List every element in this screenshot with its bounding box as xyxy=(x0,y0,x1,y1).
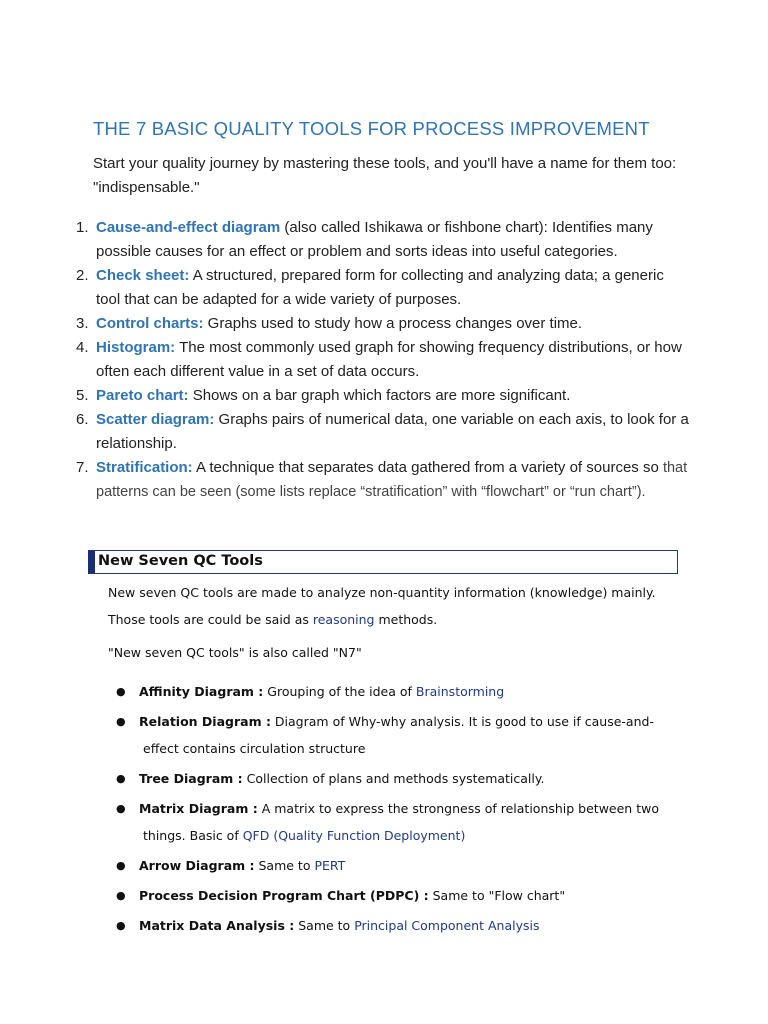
tool-text-continued xyxy=(139,822,678,849)
tool-description-note: that patterns can be seen (some lists replace “stratification” with “flowchart” or “run chart”). xyxy=(96,460,688,500)
bullet-icon: ● xyxy=(116,859,126,872)
tool-term: Histogram: xyxy=(96,339,176,356)
bullet-icon: ● xyxy=(116,919,126,932)
list-item xyxy=(70,408,690,456)
list-item xyxy=(108,795,678,849)
basic-tools-list xyxy=(70,216,690,504)
paragraph: "New seven QC tools" is also called "N7" xyxy=(108,645,362,660)
tool-description: A structured, prepared form for collecting and analyzing data; a generic tool that can be adapted for a wide variety of purposes. xyxy=(96,267,664,308)
section-title: New Seven QC Tools xyxy=(98,553,263,569)
tool-description: Graphs pairs of numerical data, one variable on each axis, to look for a relationship. xyxy=(96,411,689,452)
item-number: 1. xyxy=(76,219,89,236)
tool-text-continued: effect contains circulation structure xyxy=(143,741,366,756)
paragraph-text: Those tools are could be said as xyxy=(108,612,313,627)
list-item xyxy=(70,312,690,336)
tool-term: Scatter diagram: xyxy=(96,411,215,428)
pert-link[interactable]: PERT xyxy=(314,858,346,873)
tool-name: Relation Diagram : xyxy=(139,714,271,729)
tool-description: (also called Ishikawa or fishbone chart): Identifies many possible causes for an effect or problem and sorts ideas into useful categories. xyxy=(96,219,653,260)
tool-text: things. Basic of xyxy=(143,828,243,843)
section-header xyxy=(88,550,678,574)
tool-description: Graphs used to study how a process changes over time. xyxy=(203,315,583,332)
list-item xyxy=(108,708,678,762)
tool-term: Cause-and-effect diagram xyxy=(96,219,281,236)
item-number: 3. xyxy=(76,315,89,332)
item-number: 2. xyxy=(76,267,89,284)
item-number: 4. xyxy=(76,339,89,356)
list-item xyxy=(108,912,678,939)
tool-term: Control charts: xyxy=(96,315,204,332)
tool-text: Same to xyxy=(294,918,355,933)
tool-term: Check sheet: xyxy=(96,267,190,284)
intro-text: Start your quality journey by mastering these tools, and you'll have a name for them too: "indispensable." xyxy=(93,155,677,196)
tool-term: Stratification: xyxy=(96,459,193,476)
tool-name: Matrix Diagram : xyxy=(139,801,258,816)
paragraph xyxy=(108,606,678,633)
page-title: THE 7 BASIC QUALITY TOOLS FOR PROCESS IMPROVEMENT xyxy=(93,118,650,139)
tool-text: Collection of plans and methods systematically. xyxy=(242,771,545,786)
tool-name: Matrix Data Analysis : xyxy=(139,918,295,933)
list-item xyxy=(70,336,690,384)
tool-description: A technique that separates data gathered from a variety of sources so xyxy=(192,459,663,476)
qfd-link[interactable]: QFD (Quality Function Deployment) xyxy=(242,828,466,843)
tool-term: Pareto chart: xyxy=(96,387,189,404)
bullet-icon: ● xyxy=(116,685,126,698)
tool-name: Affinity Diagram : xyxy=(139,684,264,699)
item-number: 6. xyxy=(76,411,89,428)
tool-text: Grouping of the idea of xyxy=(263,684,416,699)
qc-section-body xyxy=(108,579,678,942)
brainstorming-link[interactable]: Brainstorming xyxy=(415,684,505,699)
tool-description: Shows on a bar graph which factors are more significant. xyxy=(188,387,571,404)
tool-text: Same to "Flow chart" xyxy=(428,888,566,903)
reasoning-link[interactable]: reasoning xyxy=(312,612,375,627)
list-item xyxy=(70,264,690,312)
tool-description: The most commonly used graph for showing frequency distributions, or how often each different value in a set of data occurs. xyxy=(96,339,682,380)
list-item xyxy=(108,882,678,909)
list-item xyxy=(108,852,678,879)
paragraph-text: methods. xyxy=(374,612,438,627)
list-item xyxy=(108,678,678,705)
n7-tools-list xyxy=(108,678,678,939)
tool-name: Tree Diagram : xyxy=(139,771,243,786)
list-item xyxy=(70,456,690,504)
bullet-icon: ● xyxy=(116,772,126,785)
tool-text: Diagram of Why-why analysis. It is good to use if cause-and- xyxy=(270,714,654,729)
item-number: 5. xyxy=(76,387,89,404)
pca-link[interactable]: Principal Component Analysis xyxy=(354,918,540,933)
bullet-icon: ● xyxy=(116,889,126,902)
bullet-icon: ● xyxy=(116,802,126,815)
bullet-icon: ● xyxy=(116,715,126,728)
tool-text: A matrix to express the strongness of relationship between two xyxy=(257,801,659,816)
paragraph: New seven QC tools are made to analyze non-quantity information (knowledge) mainly. xyxy=(108,585,656,600)
list-item xyxy=(70,216,690,264)
tool-name: Process Decision Program Chart (PDPC) : xyxy=(139,888,429,903)
tool-name: Arrow Diagram : xyxy=(139,858,255,873)
item-number: 7. xyxy=(76,459,89,476)
tool-text: Same to xyxy=(254,858,315,873)
list-item xyxy=(108,765,678,792)
list-item xyxy=(70,384,690,408)
